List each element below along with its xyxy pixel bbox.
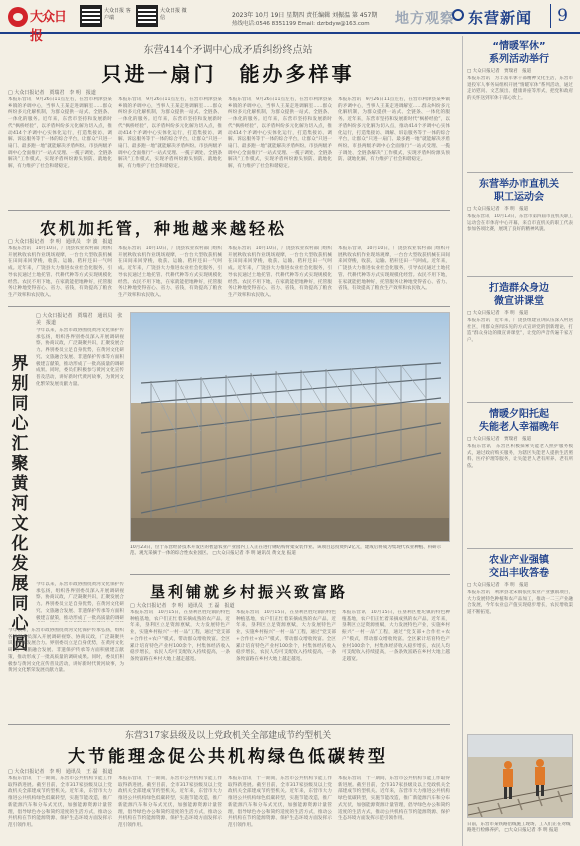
story2-headline: 农机加托管，种地越来越轻松 (40, 219, 288, 238)
side-item-text: 本报东营讯 东营区积极探索失能老人照护服务模式，通过政府购买服务，为辖区失能老人提供生活照料、医疗护理等服务，让失能老人老有所养、老有所依。 (467, 444, 573, 469)
story5-text: 本报东营讯 十一期间，东营市公共机构节能工作取得新进展。截至目前，全市317家县级及以上党政机关全部建成节约型机关。近年来，东营市大力推进公共机构绿色低碳转型，实施节能改造，推广新能源汽车和分布式光伏，加强能源资源计量管理，倡导绿色办公和简约适度的生活方式，推动公共机构在节约能源资源、保护生态环境方面发挥示范引领作用。 (118, 776, 222, 828)
railway-workers-photo (467, 734, 573, 818)
side-item-title: 农业产业强镇 交出丰收答卷 (489, 555, 549, 579)
story5-kicker: 东营317家县级及以上党政机关全部建成节约型机关 (124, 731, 332, 741)
story4-text: 本报东营讯 10月15日，在垦利区胜坨镇的特色种植基地，农户们正忙着采摘成熟的农产品。近年来，垦利区立足资源禀赋，大力发展特色产业，实施乡村振兴“一村一品”工程，通过“党支部+合作社+农户”模式，带动群众增收致富。全区累计培育特色产业村100余个，村集体经济收入稳步增长，农民人均可支配收入持续提高，一条条致富路在乡村大地上越走越宽。 (130, 610, 230, 662)
date-line: 2023年 10月 19日 星期四 责任编辑 刘振温 第 457期 (232, 12, 378, 19)
story3-text: 今年以来，东营市政协围绕黄河文化保护传承弘扬，组织各界别委员深入开展调研视察、协商议政，广泛凝聚共识，汇聚发展合力。界别委员立足自身优势，在黄河文化研究、文旅融合发展、非遗保护传承等方面积极建言献策，推动形成了一批高质量的调研 (36, 582, 124, 621)
side-column (462, 36, 574, 846)
story3-text: 今年以来，东营市政协围绕黄河文化保护传承弘扬，组织各界别委员深入开展调研视察、协商议政，广泛凝聚共识，汇聚发展合力。界别委员立足自身优势，在黄河文化研究、文旅融合发展、非遗保护传承等方面积极建言献策，推动形成了一批高质量的调研成果。同时，委员们积极参与黄河文化宣传普及活动，讲好新时代黄河故事，为黄河文化繁荣发展贡献力量。 (36, 328, 124, 387)
story5-headline: 大节能理念促公共机构绿色低碳转型 (68, 747, 388, 767)
qr-label-app: 大众日报 客户端 (104, 8, 131, 21)
story2-byline: □ 大众日报记者 李 明 通讯员 李 波 报道 (8, 239, 113, 245)
story2-text: 本报东营讯 10月10日，广饶县农业农村部门组织开展秋收农机作业现场观摩，一台台大型收获机械在田间来回穿梭，收获、运输、秸秆还田一气呵成。近年来，广饶县大力推进农业社会化服务，引导农民通过土地托管、代耕代种等方式实现规模化经营。农民不用下地，在家就能把地种好，托管服务让种地变得省心、省力、省钱，有效提高了粮食生产效率和农民收入。 (228, 246, 332, 298)
divider (467, 172, 573, 173)
side-item-byline: □ 大众日报记者 贾瑞君 报道 (467, 69, 532, 74)
divider (8, 724, 450, 725)
divider (130, 574, 450, 575)
story2-text: 本报东营讯 10月10日，广饶县农业农村部门组织开展秋收农机作业现场观摩，一台台大型收获机械在田间来回穿梭，收获、运输、秸秆还田一气呵成。近年来，广饶县大力推进农业社会化服务，引导农民通过土地托管、代耕代种等方式实现规模化经营。农民不用下地，在家就能把地种好，托管服务让种地变得省心、省力、省钱，有效提高了粮食生产效率和农民收入。 (118, 246, 222, 298)
story3-byline: □ 大众日报记者 贾瑞君 通讯员 张 美 报道 (36, 313, 123, 326)
construction-photo (130, 312, 450, 542)
story1-text: 本报东营讯 9月26日11点左右，在营市利津县某乡镇的矛调中心，当事人王某走进调解室……群众纠纷多元化解机制，为群众提供一站式、全链条、一体化的服务。近年来，东营市坚持和发展新时代“枫桥经验”，以矛盾纠纷多元化解为切入点，推动414个矛调中心实体化运行，打造集接访、调解、诉讼服务等于一体的综合平台，让群众“只进一扇门、最多跑一地”就能解决矛盾纠纷。市县两级矛调中心全面推行“一站式受理、一揽子调处、全链条解决”工作模式，实现矛盾纠纷源头预防、就地化解，有力维护了社会和谐稳定。 (8, 97, 112, 170)
section-icon (452, 9, 464, 21)
main-content (0, 36, 456, 846)
story1-text: 本报东营讯 9月26日11点左右，在营市利津县某乡镇的矛调中心，当事人王某走进调解室……群众纠纷多元化解机制，为群众提供一站式、全链条、一体化的服务。近年来，东营市坚持和发展新时代“枫桥经验”，以矛盾纠纷多元化解为切入点，推动414个矛调中心实体化运行，打造集接访、调解、诉讼服务等于一体的综合平台，让群众“只进一扇门、最多跑一地”就能解决矛盾纠纷。市县两级矛调中心全面推行“一站式受理、一揽子调处、全链条解决”工作模式，实现矛盾纠纷源头预防、就地化解，有力维护了社会和谐稳定。 (118, 97, 222, 170)
photo1-caption: 10月23日，位于东营经济技术开发区的智慧农业产业园内工人正在进行钢结构骨架安装作业。该项目总投资约2亿元，建成后将成为集现代农业种植、科研示范、观光采摘于一体的综合性农业园区。 □大众日报记者 李 明 通讯员 黄文龙 报道 (130, 545, 442, 556)
story5-text: 本报东营讯 十一期间，东营市公共机构节能工作取得新进展。截至目前，全市317家县级及以上党政机关全部建成节约型机关。近年来，东营市大力推进公共机构绿色低碳转型，实施节能改造，推广新能源汽车和分布式光伏，加强能源资源计量管理，倡导绿色办公和简约适度的生活方式，推动公共机构在节约能源资源、保护生态环境方面发挥示范引领作用。 (228, 776, 332, 828)
side-item-text: 本报东营讯 为丰富军休干部精神文化生活，东营市退役军人事务局组织开展“情暖军休”系列活动，通过走访慰问、文艺演出、健康讲座等形式，把党和政府的关怀送到军休干部心坎上。 (467, 76, 573, 101)
divider (467, 276, 573, 277)
newspaper-logo (8, 5, 72, 44)
divider (8, 306, 450, 307)
story4-text: 本报东营讯 10月15日，在垦利区胜坨镇的特色种植基地，农户们正忙着采摘成熟的农产品。近年来，垦利区立足资源禀赋，大力发展特色产业，实施乡村振兴“一村一品”工程，通过“党支部+合作社+农户”模式，带动群众增收致富。全区累计培育特色产业村100余个，村集体经济收入稳步增长，农民人均可支配收入持续提高，一条条致富路在乡村大地上越走越宽。 (342, 610, 450, 662)
side-item-title: 东营举办市直机关 职工运动会 (479, 179, 559, 203)
side-item-text: 本报东营讯 10月13日，东营市第四届市直机关职工运动会在市体育中心开幕，来自市直机关的职工代表参加各项比赛，展现了良好的精神风貌。 (467, 214, 573, 233)
railway-image (468, 735, 573, 818)
qr-code-icon (136, 5, 158, 27)
logo-icon (8, 7, 28, 27)
divider (8, 210, 450, 211)
side-item-byline: □ 大众日报记者 李 明 报道 (467, 311, 529, 316)
story4-headline: 垦利铺就乡村振兴致富路 (150, 583, 349, 601)
photo2-caption: 日前，东营市某铁路沿线施工现场，工人们正在对线路进行检修养护。 □大众日报记者 李 明 报道 (467, 822, 571, 833)
story3-text: 今年以来，东营市政协围绕黄河文化保护传承弘扬，组织各界别委员深入开展调研视察、协商议政，广泛凝聚共识，汇聚发展合力。界别委员立足自身优势，在黄河文化研究、文旅融合发展、非遗保护传承等方面积极建言献策，推动形成了一批高质量的调研成果。同时，委员们积极参与黄河文化宣传普及活动，讲好新时代黄河故事，为黄河文化繁荣发展贡献力量。 (8, 628, 124, 674)
contact-line: 热线电话:0546 8351199 Email: dzrbdyw@163.com (232, 21, 370, 27)
section-label: 地方观察 (395, 11, 455, 27)
story3-vertical-title: 界 别 同 心 汇 聚 黄 河 文 化 发 展 同 心 圆 (11, 354, 29, 654)
story2-text: 本报东营讯 10月10日，广饶县农业农村部门组织开展秋收农机作业现场观摩，一台台大型收获机械在田间来回穿梭，收获、运输、秸秆还田一气呵成。近年来，广饶县大力推进农业社会化服务，引导农民通过土地托管、代耕代种等方式实现规模化经营。农民不用下地，在家就能把地种好，托管服务让种地变得省心、省力、省钱，有效提高了粮食生产效率和农民收入。 (338, 246, 450, 292)
divider (467, 548, 573, 549)
section-title: 东营新闻 (468, 9, 533, 27)
story4-byline: □ 大众日报记者 李 明 通讯员 王 磊 报道 (130, 603, 235, 609)
story4-text: 本报东营讯 10月15日，在垦利区胜坨镇的特色种植基地，农户们正忙着采摘成熟的农产品。近年来，垦利区立足资源禀赋，大力发展特色产业，实施乡村振兴“一村一品”工程，通过“党支部+合作社+农户”模式，带动群众增收致富。全区累计培育特色产业村100余个，村集体经济收入稳步增长，农民人均可支配收入持续提高，一条条致富路在乡村大地上越走越宽。 (236, 610, 336, 662)
story1-byline: □ 大众日报记者 贾瑞君 李 明 报道 (8, 90, 96, 96)
story5-text: 本报东营讯 十一期间，东营市公共机构节能工作取得新进展。截至目前，全市317家县级及以上党政机关全部建成节约型机关。近年来，东营市大力推进公共机构绿色低碳转型，实施节能改造，推广新能源汽车和分布式光伏，加强能源资源计量管理，倡导绿色办公和简约适度的生活方式，推动公共机构在节约能源资源、保护生态环境方面发挥示范引领作用。 (8, 776, 112, 828)
page-number: 9 (550, 4, 574, 28)
side-item-title: “情暖军休” 系列活动举行 (489, 41, 549, 65)
side-item-text: 本报东营讯 近年来，广饶县组建宣讲队伍深入村居社区，用群众喜闻乐见的方式宣讲党的创新理论，打造“群众身边的微宣讲课堂”，让党的声音传遍千家万户。 (467, 318, 573, 343)
side-item-byline: □ 大众日报记者 李 明 报道 (467, 207, 529, 212)
story5-text: 本报东营讯 十一期间，东营市公共机构节能工作取得新进展。截至目前，全市317家县级及以上党政机关全部建成节约型机关。近年来，东营市大力推进公共机构绿色低碳转型，实施节能改造，推广新能源汽车和分布式光伏，加强能源资源计量管理，倡导绿色办公和简约适度的生活方式，推动公共机构在节约能源资源、保护生态环境方面发挥示范引领作用。 (338, 776, 450, 822)
side-item-text: 本报东营讯 利津县北宋镇依托农业产业强镇项目，大力发展特色种植和农产品加工，推动一二三产业融合发展，今年农业总产值实现稳步增长，农民增收渠道不断拓宽。 (467, 590, 573, 615)
side-item-byline: □ 大众日报记者 李 明 报道 (467, 583, 529, 588)
steel-structure-image (131, 313, 450, 542)
story2-text: 本报东营讯 10月10日，广饶县农业农村部门组织开展秋收农机作业现场观摩，一台台大型收获机械在田间来回穿梭，收获、运输、秸秆还田一气呵成。近年来，广饶县大力推进农业社会化服务，引导农民通过土地托管、代耕代种等方式实现规模化经营。农民不用下地，在家就能把地种好，托管服务让种地变得省心、省力、省钱，有效提高了粮食生产效率和农民收入。 (8, 246, 112, 298)
logo-text: 大众日报 (30, 10, 67, 44)
qr-code-icon (80, 5, 102, 27)
side-item-title: 情暖夕阳托起 失能老人幸福晚年 (479, 409, 559, 433)
masthead (0, 0, 580, 44)
side-item-byline: □ 大众日报记者 贾瑞君 报道 (467, 437, 532, 442)
story1-headline: 只进一扇门 能办多样事 (101, 62, 355, 86)
story5-byline: □ 大众日报记者 李 明 通讯员 王 磊 报道 (8, 769, 113, 775)
story1-kicker: 东营414个矛调中心成矛盾纠纷终点站 (143, 45, 313, 56)
divider (467, 402, 573, 403)
story1-text: 本报东营讯 9月26日11点左右，在营市利津县某乡镇的矛调中心，当事人王某走进调解室……群众纠纷多元化解机制，为群众提供一站式、全链条、一体化的服务。近年来，东营市坚持和发展新时代“枫桥经验”，以矛盾纠纷多元化解为切入点，推动414个矛调中心实体化运行，打造集接访、调解、诉讼服务等于一体的综合平台，让群众“只进一扇门、最多跑一地”就能解决矛盾纠纷。市县两级矛调中心全面推行“一站式受理、一揽子调处、全链条解决”工作模式，实现矛盾纠纷源头预防、就地化解，有力维护了社会和谐稳定。 (228, 97, 332, 170)
story1-text: 本报东营讯 9月26日11点左右，在营市利津县某乡镇的矛调中心，当事人王某走进调解室……群众纠纷多元化解机制，为群众提供一站式、全链条、一体化的服务。近年来，东营市坚持和发展新时代“枫桥经验”，以矛盾纠纷多元化解为切入点，推动414个矛调中心实体化运行，打造集接访、调解、诉讼服务等于一体的综合平台，让群众“只进一扇门、最多跑一地”就能解决矛盾纠纷。市县两级矛调中心全面推行“一站式受理、一揽子调处、全链条解决”工作模式，实现矛盾纠纷源头预防、就地化解，有力维护了社会和谐稳定。 (338, 97, 450, 163)
side-item-title: 打造群众身边 微宣讲课堂 (489, 283, 549, 307)
qr-label-wechat: 大众日报 微信 (160, 8, 187, 21)
